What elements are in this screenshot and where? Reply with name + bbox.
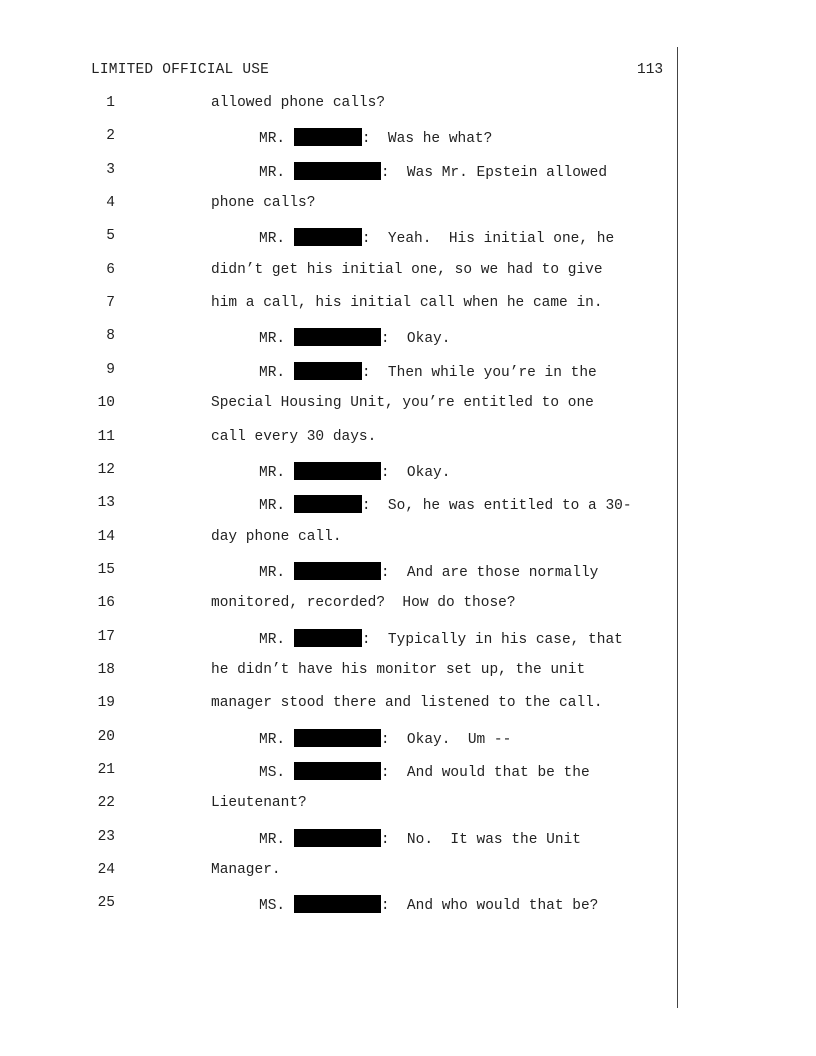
redaction-box — [294, 162, 381, 180]
redaction-box — [294, 562, 381, 580]
redaction-box — [294, 729, 381, 747]
transcript-line — [0, 128, 700, 152]
line-number: 17 — [97, 628, 115, 645]
line-number: 23 — [97, 828, 115, 845]
transcript-line — [0, 862, 700, 886]
speaker-title: MR. — [259, 464, 294, 481]
transcript-line — [0, 695, 700, 719]
transcript-line — [0, 562, 700, 586]
speaker-title: MR. — [259, 731, 294, 748]
speaker-title: MR. — [259, 364, 294, 381]
speaker-title: MR. — [259, 564, 294, 581]
line-text: monitored, recorded? How do those? — [211, 595, 516, 612]
line-text: : Okay. — [380, 464, 451, 481]
redaction-box — [294, 895, 381, 913]
line-text: him a call, his initial call when he came in. — [211, 295, 603, 312]
redaction-box — [294, 762, 381, 780]
line-number: 16 — [97, 595, 115, 612]
transcript-line — [0, 795, 700, 819]
transcript-line — [0, 895, 700, 919]
line-text: : Okay. Um -- — [380, 731, 512, 748]
speaker-line — [259, 162, 607, 181]
speaker-line — [259, 562, 598, 581]
transcript-line — [0, 629, 700, 653]
redaction-box — [294, 128, 362, 146]
speaker-line — [259, 629, 623, 648]
transcript-line — [0, 729, 700, 753]
redaction-box — [294, 228, 362, 246]
transcript-line — [0, 829, 700, 853]
transcript-line — [0, 262, 700, 286]
speaker-line — [259, 762, 590, 781]
page-number: 113 — [637, 62, 664, 78]
line-text: : And who would that be? — [380, 898, 599, 915]
transcript-line — [0, 295, 700, 319]
line-number: 18 — [97, 661, 115, 678]
speaker-title: MR. — [259, 131, 294, 148]
line-number: 14 — [97, 528, 115, 545]
transcript-line — [0, 162, 700, 186]
line-text: didn’t get his initial one, so we had to give — [211, 261, 603, 278]
transcript-line — [0, 462, 700, 486]
redaction-box — [294, 462, 381, 480]
line-number: 25 — [97, 895, 115, 912]
line-text: : Then while you’re in the — [361, 364, 597, 381]
line-number: 2 — [106, 128, 115, 145]
speaker-line — [259, 328, 450, 347]
line-number: 22 — [97, 795, 115, 812]
line-text: : Yeah. His initial one, he — [361, 231, 615, 248]
line-text: Lieutenant? — [211, 795, 307, 812]
speaker-title: MS. — [259, 765, 294, 781]
redaction-box — [294, 495, 362, 513]
line-text: : Typically in his case, that — [361, 631, 623, 648]
speaker-line — [259, 895, 598, 914]
line-number: 6 — [106, 261, 115, 278]
speaker-title: MR. — [259, 164, 294, 181]
line-text: : So, he was entitled to a 30- — [361, 498, 632, 515]
transcript-line — [0, 662, 700, 686]
transcript-line — [0, 328, 700, 352]
line-text: day phone call. — [211, 528, 342, 545]
line-text: he didn’t have his monitor set up, the unit — [211, 661, 586, 678]
speaker-title: MR. — [259, 331, 294, 348]
line-text: call every 30 days. — [211, 428, 377, 445]
line-text: phone calls? — [211, 195, 316, 212]
line-number: 7 — [106, 295, 115, 312]
speaker-line — [259, 729, 511, 748]
line-text: : And would that be the — [380, 765, 590, 781]
speaker-title: MR. — [259, 231, 294, 248]
transcript-line — [0, 529, 700, 553]
transcript-line — [0, 395, 700, 419]
speaker-title: MR. — [259, 631, 294, 648]
speaker-line — [259, 362, 597, 381]
line-number: 15 — [97, 561, 115, 578]
speaker-line — [259, 128, 492, 147]
speaker-title: MR. — [259, 498, 294, 515]
line-text: : And are those normally — [380, 564, 599, 581]
speaker-line — [259, 495, 632, 514]
transcript-line — [0, 195, 700, 219]
transcript-line — [0, 228, 700, 252]
line-number: 21 — [97, 762, 115, 778]
transcript-line — [0, 495, 700, 519]
line-number: 1 — [106, 95, 115, 111]
line-text: : Was Mr. Epstein allowed — [380, 164, 608, 181]
line-text: manager stood there and listened to the call. — [211, 695, 603, 712]
line-text: : No. It was the Unit — [380, 831, 581, 848]
speaker-line — [259, 829, 581, 848]
line-text: Special Housing Unit, you’re entitled to one — [211, 395, 594, 412]
transcript-line — [0, 95, 700, 119]
transcript-line — [0, 595, 700, 619]
redaction-box — [294, 328, 381, 346]
redaction-box — [294, 829, 381, 847]
classification-header: LIMITED OFFICIAL USE — [91, 62, 270, 78]
transcript-line — [0, 429, 700, 453]
line-number: 13 — [97, 495, 115, 512]
line-number: 8 — [106, 328, 115, 345]
line-number: 9 — [106, 361, 115, 378]
speaker-line — [259, 462, 450, 481]
line-number: 24 — [97, 862, 115, 879]
line-text: Manager. — [211, 862, 281, 879]
speaker-title: MS. — [259, 898, 294, 915]
line-text: : Was he what? — [361, 131, 493, 148]
line-number: 3 — [106, 161, 115, 178]
line-text: : Okay. — [380, 331, 451, 348]
line-number: 20 — [97, 728, 115, 745]
redaction-box — [294, 629, 362, 647]
line-number: 19 — [97, 695, 115, 712]
transcript-line — [0, 362, 700, 386]
line-number: 12 — [97, 461, 115, 478]
line-number: 10 — [97, 395, 115, 412]
line-number: 5 — [106, 228, 115, 245]
line-text: allowed phone calls? — [211, 95, 386, 111]
redaction-box — [294, 362, 362, 380]
line-number: 11 — [97, 428, 115, 445]
line-number: 4 — [106, 195, 115, 212]
speaker-line — [259, 228, 614, 247]
transcript-line — [0, 762, 700, 786]
speaker-title: MR. — [259, 831, 294, 848]
